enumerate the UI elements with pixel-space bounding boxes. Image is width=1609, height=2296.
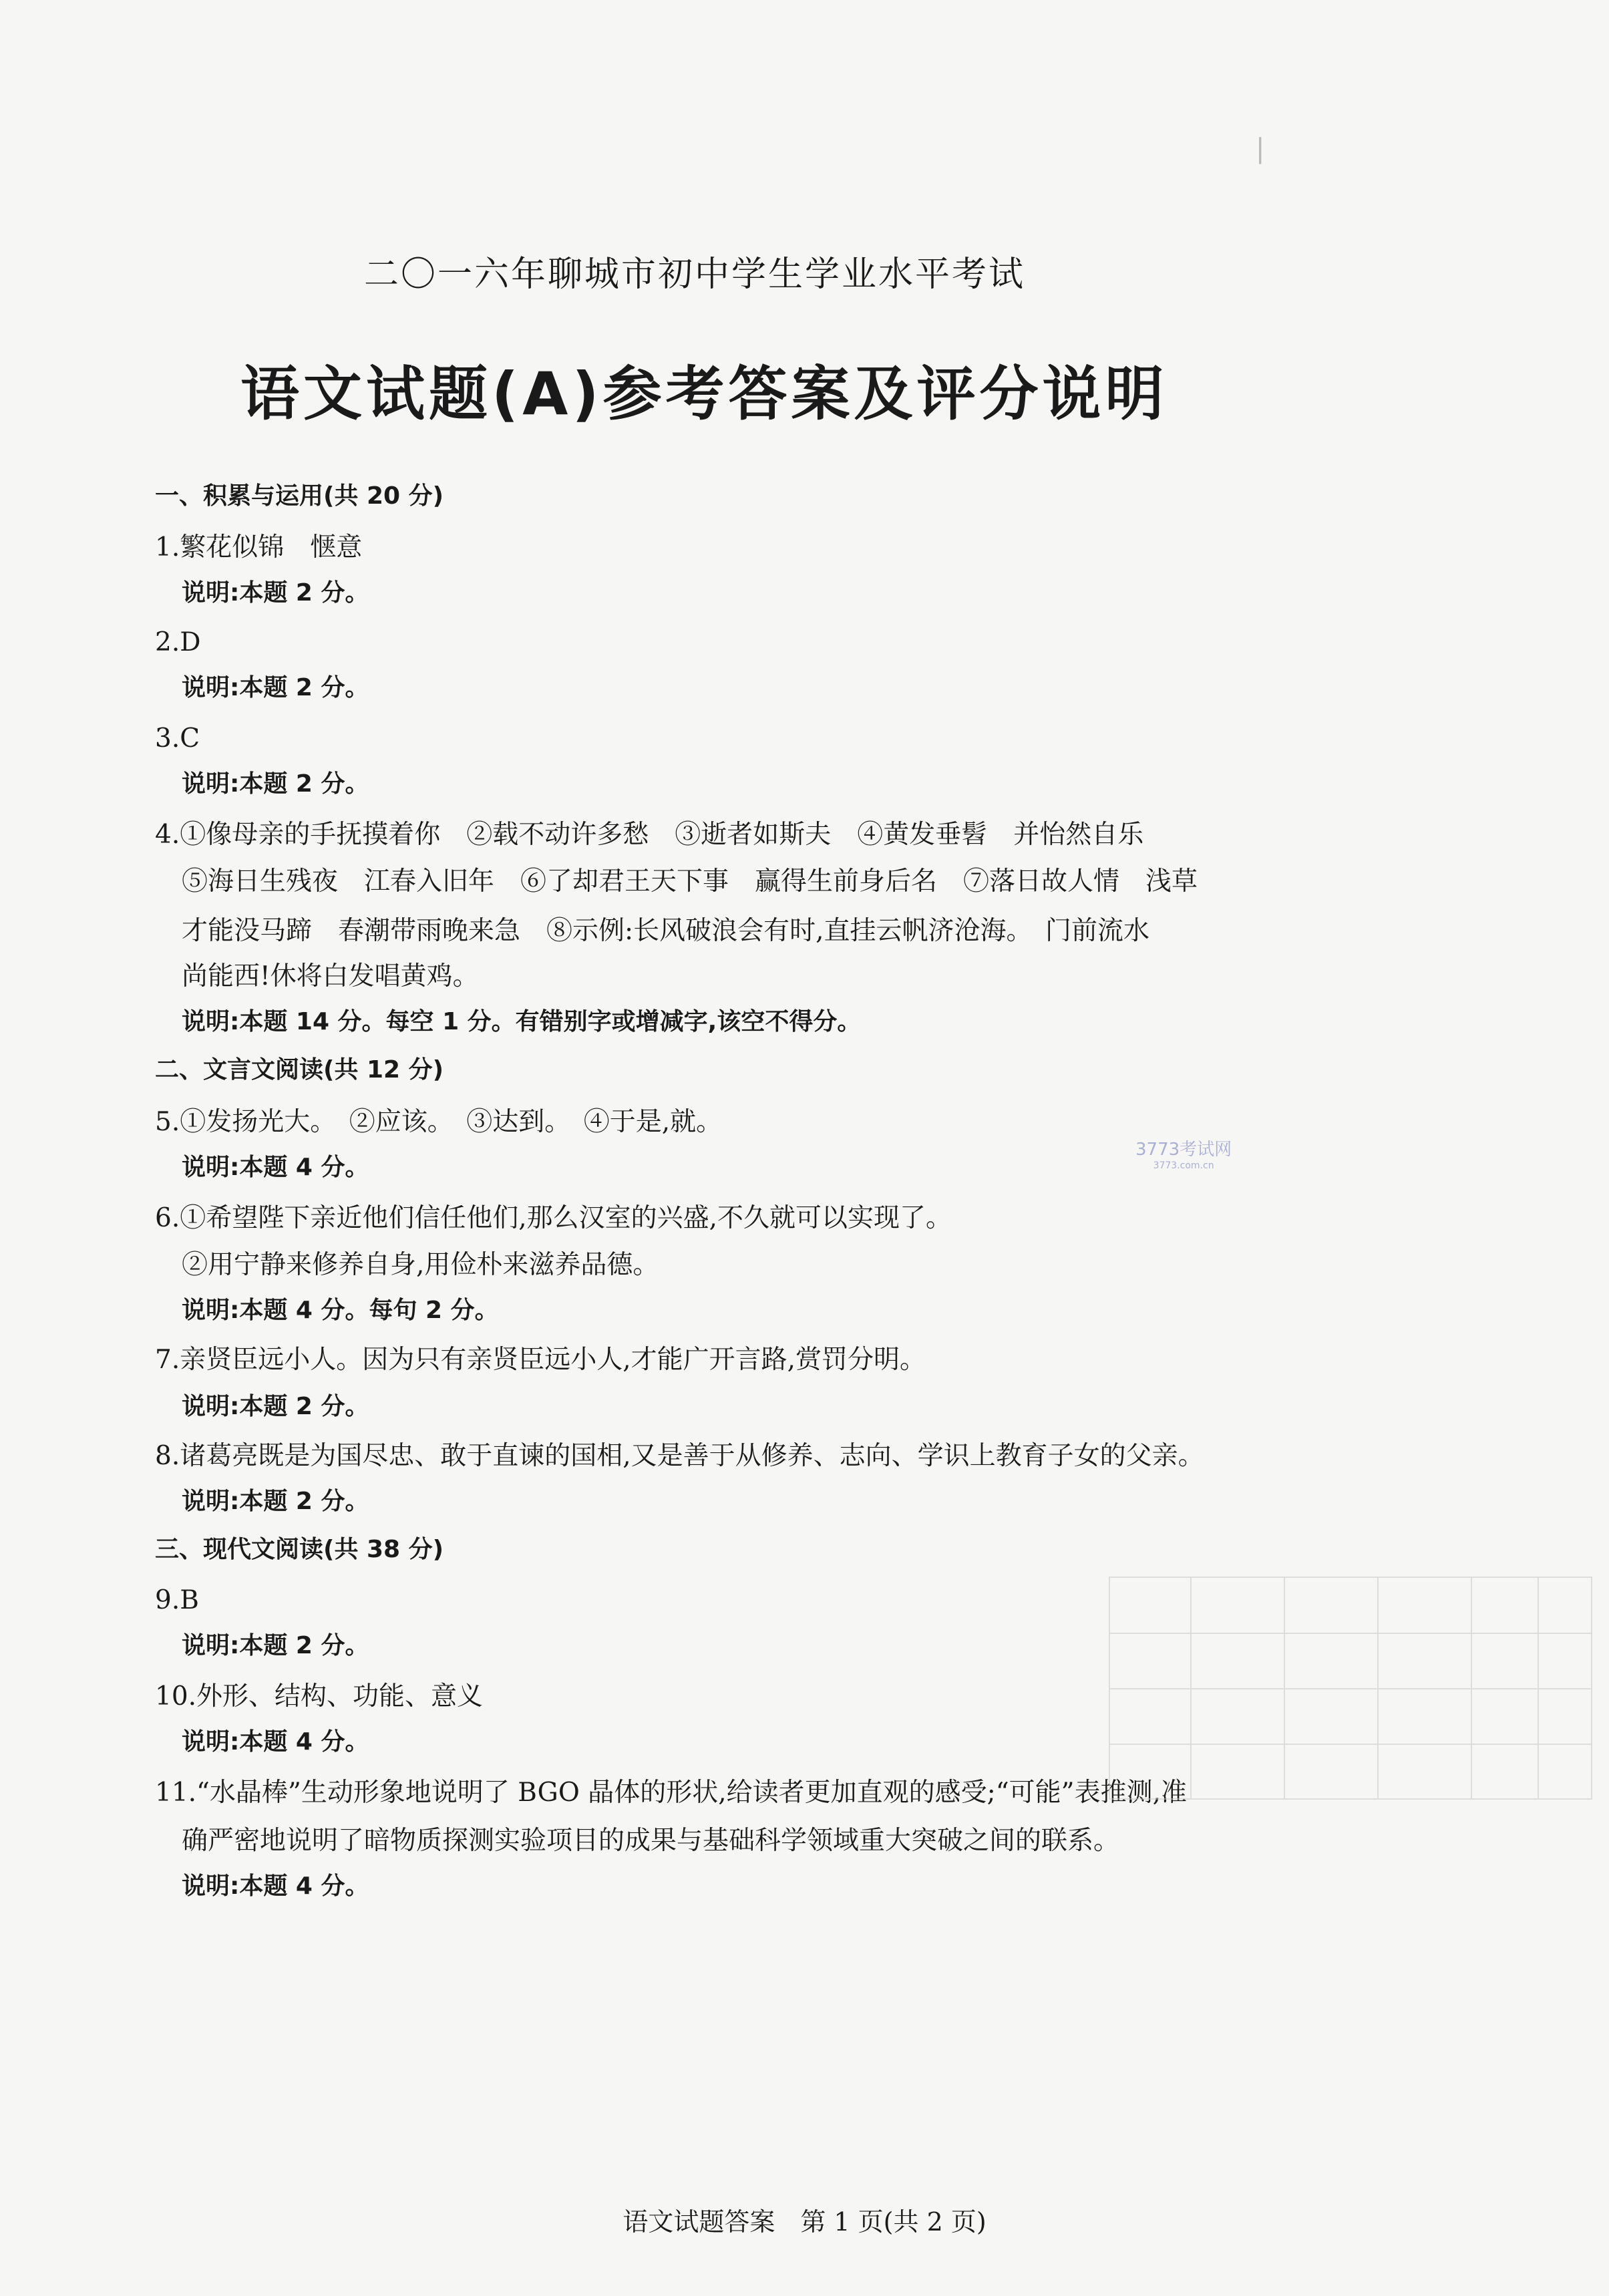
scoring-note: 说明:本题 4 分。	[182, 1154, 369, 1181]
answer-line: 才能没马蹄 春潮带雨晚来急 ⑧示例:长风破浪会有时,直挂云帆济沧海。 门前流水	[182, 916, 1150, 946]
exam-title: 二〇一六年聊城市初中学生学业水平考试	[364, 255, 1026, 295]
page-footer: 语文试题答案 第 1 页(共 2 页)	[622, 2207, 987, 2237]
scoring-note: 说明:本题 4 分。	[182, 1872, 369, 1900]
scoring-note: 说明:本题 2 分。	[182, 770, 369, 798]
scoring-note: 说明:本题 2 分。	[182, 674, 369, 701]
scoring-note: 说明:本题 2 分。	[182, 1488, 369, 1515]
scoring-note: 说明:本题 2 分。	[182, 1393, 369, 1420]
section-heading: 三、现代文阅读(共 38 分)	[155, 1536, 444, 1563]
section-heading: 二、文言文阅读(共 12 分)	[155, 1056, 444, 1084]
answer-line: 确严密地说明了暗物质探测实验项目的成果与基础科学领域重大突破之间的联系。	[182, 1826, 1120, 1856]
watermark-brand: 3773考试网	[1135, 1140, 1232, 1160]
section-heading: 一、积累与运用(共 20 分)	[155, 482, 444, 510]
scoring-note: 说明:本题 14 分。每空 1 分。有错别字或增减字,该空不得分。	[182, 1008, 862, 1035]
answer-line: 7.亲贤臣远小人。因为只有亲贤臣远小人,才能广开言路,赏罚分明。	[155, 1345, 926, 1375]
answer-line: 1.繁花似锦 惬意	[155, 532, 363, 562]
answer-line: ②用宁静来修养自身,用俭朴来滋养品德。	[182, 1250, 659, 1280]
bleed-through-table	[1109, 1577, 1592, 1800]
answer-line: 9.B	[155, 1585, 199, 1615]
watermark-logo	[1135, 1136, 1232, 1171]
bleed-through-mark: |	[1256, 134, 1265, 164]
answer-line: 4.①像母亲的手抚摸着你 ②载不动许多愁 ③逝者如斯夫 ④黄发垂髫 并怡然自乐	[155, 820, 1144, 850]
answer-line: 11.“水晶棒”生动形象地说明了 BGO 晶体的形状,给读者更加直观的感受;“可能”表推测,准	[155, 1778, 1188, 1808]
scoring-note: 说明:本题 2 分。	[182, 579, 369, 607]
answer-line: ⑤海日生残夜 江春入旧年 ⑥了却君王天下事 赢得生前身后名 ⑦落日故人情 浅草	[182, 866, 1198, 896]
answer-line: 尚能西!休将白发唱黄鸡。	[182, 961, 479, 991]
answer-line: 8.诸葛亮既是为国尽忠、敢于直谏的国相,又是善于从修养、志向、学识上教育子女的父亲。	[155, 1441, 1204, 1471]
answer-line: 6.①希望陛下亲近他们信任他们,那么汉室的兴盛,不久就可以实现了。	[155, 1203, 952, 1233]
answer-line: 2.D	[155, 627, 201, 657]
answer-line: 5.①发扬光大。 ②应该。 ③达到。 ④于是,就。	[155, 1107, 723, 1137]
answer-line: 10.外形、结构、功能、意义	[155, 1681, 484, 1711]
watermark-url: 3773.com.cn	[1153, 1160, 1214, 1171]
answer-line: 3.C	[155, 723, 200, 754]
scoring-note: 说明:本题 4 分。	[182, 1728, 369, 1756]
scoring-note: 说明:本题 2 分。	[182, 1632, 369, 1659]
scoring-note: 说明:本题 4 分。每句 2 分。	[182, 1297, 499, 1324]
document-subtitle: 语文试题(A)参考答案及评分说明	[240, 359, 1168, 428]
